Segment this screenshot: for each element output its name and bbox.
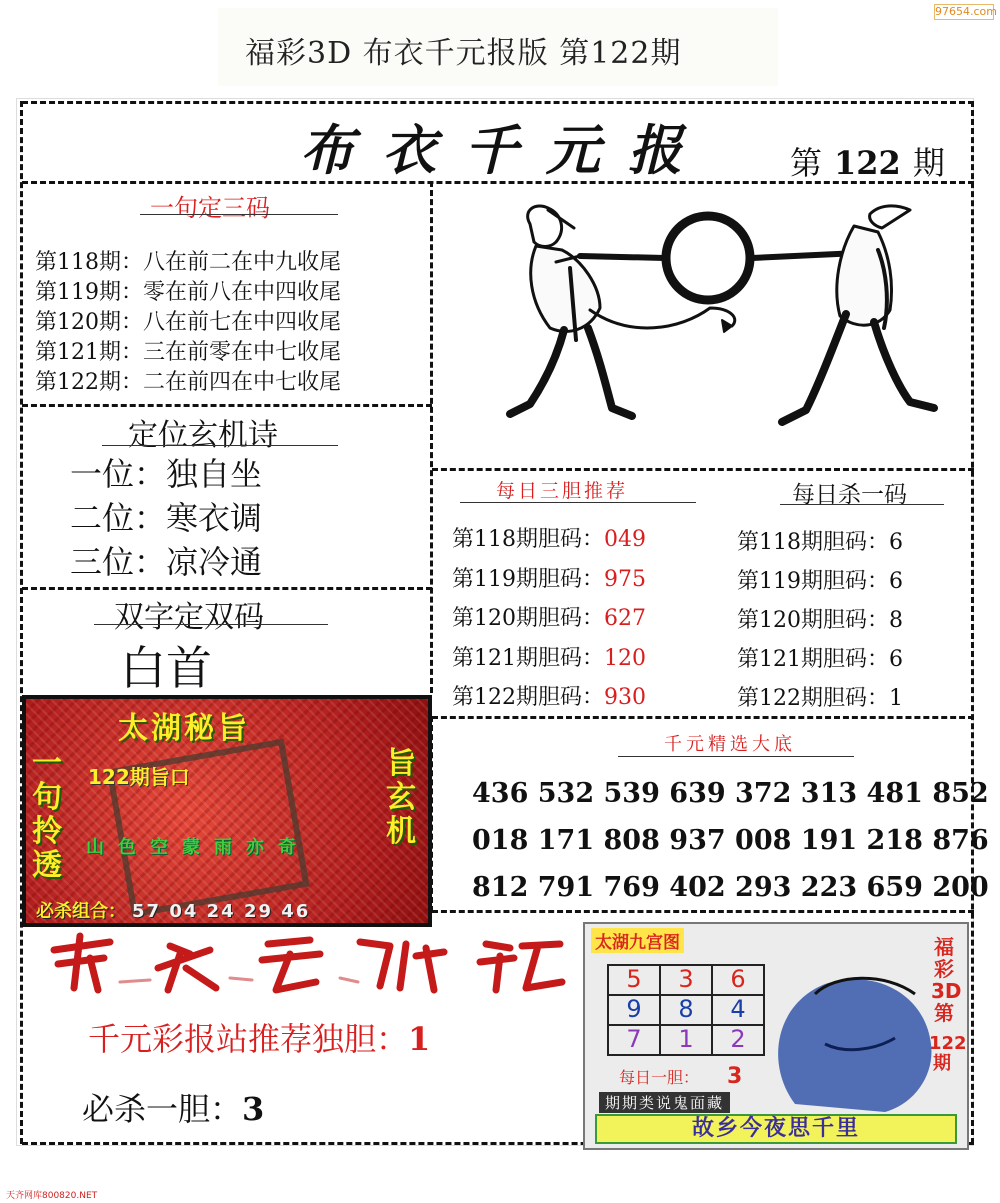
daily-kill-underline (780, 504, 944, 505)
grid-cell: 2 (712, 1025, 764, 1055)
grid-cell: 3 (660, 965, 712, 995)
double-char-title: 双字定双码 (114, 600, 264, 635)
taihu-left-text: 一句拎透 (32, 746, 62, 883)
list-item: 第119期胆码：6 (737, 569, 903, 594)
kill-one: 必杀一胆：3 (82, 1090, 265, 1128)
grid-cell: 4 (712, 995, 764, 1025)
daily-kill-title: 每日杀一码 (792, 482, 907, 508)
base-pool-underline (618, 756, 854, 757)
daily-three-list (452, 520, 646, 718)
list-item: 第121期胆码：120 (452, 645, 646, 671)
grid-cell: 1 (660, 1025, 712, 1055)
list-item: 第118期胆码：6 (737, 530, 903, 555)
calligraphy-logo (40, 928, 570, 998)
list-item: 第121期：三在前零在中七收尾 (35, 340, 341, 365)
recommend-single: 千元彩报站推荐独胆：1 (88, 1020, 431, 1058)
one-sentence-list (35, 248, 341, 398)
divider-left-2 (22, 587, 432, 590)
base-pool-title: 千元精选大底 (664, 734, 796, 755)
double-char-underline (94, 624, 328, 625)
taihu-title: 太湖秘旨 (118, 711, 250, 746)
list-item: 第119期胆码：975 (452, 566, 646, 592)
issue-label: 第 122 期 (790, 144, 945, 182)
poem-line: 一位：独自坐 (70, 455, 263, 493)
nine-grid-side-text-2: 122期 (929, 1033, 967, 1074)
taihu-kill-line: 必杀组合： 57 04 24 29 46 (36, 901, 311, 922)
list-item: 第120期胆码：8 (737, 608, 903, 633)
list-item: 第121期胆码：6 (737, 647, 903, 672)
divider-center (430, 181, 433, 693)
border-right (971, 101, 974, 1144)
grid-cell: 6 (712, 965, 764, 995)
daily-three-title: 每日三胆推荐 (496, 480, 629, 502)
divider-left-1 (22, 404, 432, 407)
grid-cell: 8 (660, 995, 712, 1025)
list-item: 第120期胆码：627 (452, 606, 646, 631)
border-top (22, 101, 974, 104)
poem-line: 二位：寒衣调 (70, 499, 263, 537)
list-item: 018 171 808 937 008 191 218 876 (472, 825, 989, 856)
page-title: 福彩3D 布衣千元报版 第122期 (245, 36, 682, 71)
daily-kill-list (737, 523, 903, 718)
nine-grid-side-text: 福彩3D第 (931, 935, 962, 1025)
one-sentence-title: 一句定三码 (150, 194, 270, 222)
list-item: 436 532 539 639 372 313 481 852 (472, 778, 989, 809)
list-item: 第118期胆码：049 (452, 527, 646, 552)
nine-grid (607, 964, 765, 1056)
list-item: 第119期：零在前八在中四收尾 (35, 280, 341, 305)
portrait-illustration (755, 954, 945, 1114)
poem-underline (102, 445, 338, 446)
list-item: 第118期：八在前二在中九收尾 (35, 250, 341, 275)
list-item: 第122期：二在前四在中七收尾 (35, 370, 341, 395)
footer-watermark: 天齐网库800820.NET (6, 1191, 98, 1201)
border-left (20, 101, 23, 1144)
grid-cell: 5 (608, 965, 660, 995)
nine-grid-strip: 期期类说鬼面藏 (599, 1092, 730, 1113)
nine-grid-footer: 故乡今夜思千里 (595, 1114, 957, 1144)
double-char-value: 白首 (120, 641, 212, 695)
taihu-image (22, 695, 432, 927)
poem-list (70, 452, 262, 584)
taihu-period: 122期旨口 (88, 765, 190, 789)
poem-title: 定位玄机诗 (128, 418, 278, 453)
one-sentence-underline (140, 214, 338, 215)
nine-grid-daily: 每日一胆： 3 (619, 1064, 743, 1089)
cartoon-illustration (470, 190, 960, 448)
base-pool-list (472, 770, 989, 911)
list-item: 812 791 769 402 293 223 659 200 (472, 872, 989, 903)
grid-cell: 7 (608, 1025, 660, 1055)
poem-line: 三位：凉冷通 (70, 543, 263, 581)
masthead-title: 布衣千元报 (300, 118, 710, 182)
taihu-middle-line: 山色空蒙雨亦奇 (86, 837, 310, 858)
list-item: 第122期胆码：1 (737, 686, 903, 711)
taihu-right-text: 旨玄机 (386, 746, 416, 849)
list-item: 第122期胆码：930 (452, 685, 646, 710)
nine-grid-image (583, 922, 969, 1150)
list-item: 第120期：八在前七在中四收尾 (35, 310, 341, 335)
site-watermark: 97654.com (935, 5, 997, 18)
grid-cell: 9 (608, 995, 660, 1025)
daily-three-underline (460, 502, 696, 503)
nine-grid-title: 太湖九宫图 (591, 928, 684, 953)
divider-right-1 (432, 468, 974, 471)
